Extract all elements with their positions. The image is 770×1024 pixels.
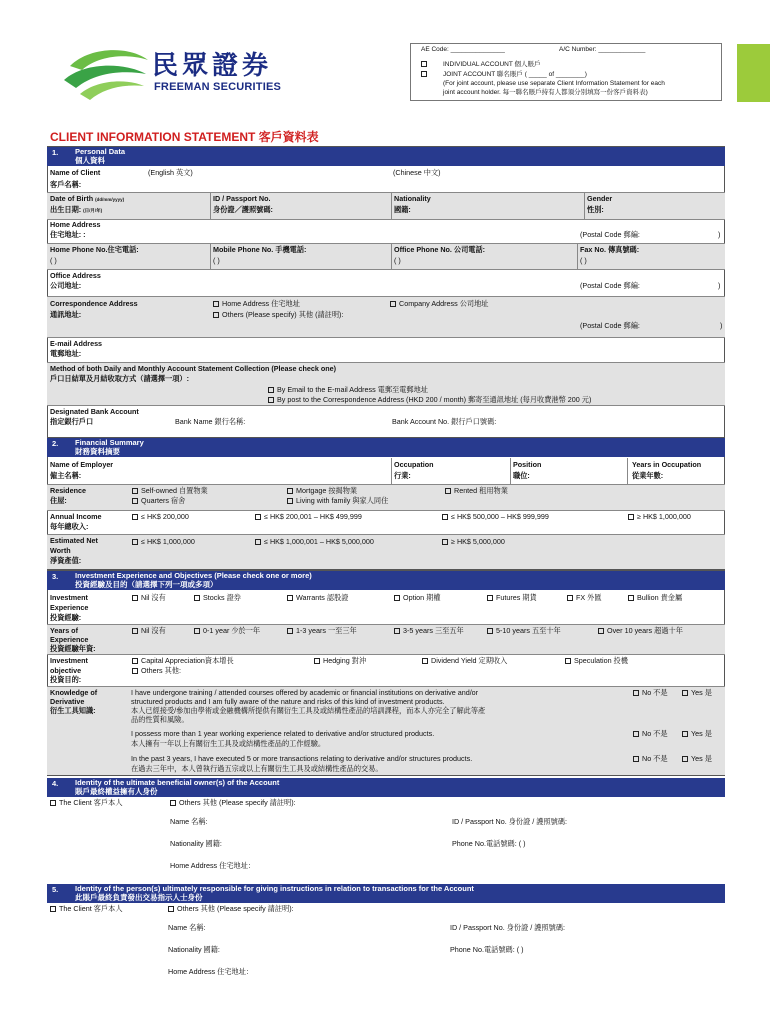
derivative-label-en-2: Derivative — [50, 697, 85, 706]
derivative-q3-cn: 在過去三年中，本人曾執行過五宗或以上有關衍生工具及或結構性產品的交易。 — [131, 764, 383, 773]
divider — [510, 458, 511, 484]
checkbox[interactable] — [442, 514, 448, 520]
checkbox[interactable] — [255, 539, 261, 545]
bank-label-cn: 指定銀行戶口 — [50, 417, 94, 426]
option-label: 3-5 years 三至五年 — [403, 626, 464, 635]
option-label: No 不是 — [642, 688, 668, 697]
correspondence-label-cn: 通訊地址: — [50, 310, 82, 319]
derivative-q1-en-1: I have undergone training / attended courses offered by academic or financial institutions on derivative and/or — [131, 688, 479, 697]
checkbox[interactable] — [287, 498, 293, 504]
years-3-5[interactable] — [394, 627, 464, 635]
net-worth-label-en-2: Worth — [50, 546, 71, 555]
exp-stocks[interactable] — [194, 594, 241, 602]
fax-label: Fax No. 傳真號碼: — [580, 245, 640, 254]
residence-self-owned[interactable] — [132, 487, 208, 495]
q1-yes-option[interactable] — [682, 689, 712, 697]
corr-home-option[interactable] — [213, 300, 300, 308]
derivative-q1-cn-1: 本人已經接受/參加由學術或金融機構所提供有關衍生工具及或結構性產品的培訓課程，而本人亦完全了解此等產 — [131, 706, 486, 715]
section-number: 5. — [52, 885, 59, 894]
section-1-header — [47, 147, 725, 166]
checkbox[interactable] — [213, 301, 219, 307]
q1-no-option[interactable] — [633, 689, 668, 697]
mobile-phone-label: Mobile Phone No. 手機電話: — [213, 245, 307, 254]
paren: ) — [718, 230, 721, 239]
checkbox[interactable] — [50, 800, 56, 806]
divider — [47, 510, 725, 511]
section-title-en: Personal Data — [75, 147, 126, 156]
derivative-q1-cn-2: 品的性質和風險。 — [131, 715, 189, 724]
name-label-cn: 客戶名稱: — [50, 180, 82, 189]
checkbox[interactable] — [633, 731, 639, 737]
option-label: Capital Appreciation資本增長 — [141, 656, 234, 665]
income-label-en: Annual Income — [50, 512, 102, 521]
side-tab — [737, 44, 770, 102]
option-label: ≤ HK$ 200,001 – HK$ 499,999 — [264, 512, 362, 521]
section-title-cn: 賬戶最終權益擁有人身份 — [75, 786, 158, 796]
q2-yes-option[interactable] — [682, 730, 712, 738]
section-title — [75, 148, 125, 165]
option-label: By Email to the E-mail Address 電郵至電郵地址 — [277, 385, 428, 394]
joint-note-line1: (For joint account, please use separate Client Information Statement for each — [443, 80, 665, 87]
dob-label-en: Date of Birth (dd/mm/yyyy) — [50, 194, 125, 203]
checkbox[interactable] — [487, 628, 493, 634]
exp-option[interactable] — [394, 594, 441, 602]
s4-name-field[interactable]: Name 名稱: — [170, 817, 208, 826]
option-label: Dividend Yield 定期收入 — [431, 656, 508, 665]
divider — [577, 244, 578, 269]
option-label: ≤ HK$ 1,000,001 – HK$ 5,000,000 — [264, 537, 374, 546]
section-number: 2. — [52, 439, 59, 448]
s4-others-option[interactable] — [170, 799, 296, 807]
checkbox[interactable] — [633, 690, 639, 696]
checkbox[interactable] — [628, 514, 634, 520]
checkbox[interactable] — [132, 488, 138, 494]
income-option-2[interactable] — [255, 513, 362, 521]
checkbox[interactable] — [255, 514, 261, 520]
by-email-option[interactable] — [268, 386, 428, 394]
option-label: Home Address 住宅地址 — [222, 299, 300, 308]
objective-capital[interactable] — [132, 657, 234, 665]
office-phone-label: Office Phone No. 公司電話: — [394, 245, 486, 254]
divider — [210, 244, 211, 269]
checkbox[interactable] — [170, 800, 176, 806]
mobile-phone-field[interactable]: ( ) — [213, 256, 220, 265]
checkbox[interactable] — [598, 628, 604, 634]
objective-label-en-2: objective — [50, 666, 82, 675]
option-label: 0-1 year 少於一年 — [203, 626, 261, 635]
paren: ) — [718, 281, 721, 290]
divider — [47, 269, 725, 270]
email-label-cn: 電郵地址: — [50, 349, 82, 358]
statement-method-label-en: Method of both Daily and Monthly Account Statement Collection (Please check one) — [50, 364, 337, 373]
option-label: Self-owned 自置物業 — [141, 486, 208, 495]
exp-warrants[interactable] — [287, 594, 348, 602]
s4-nationality-field[interactable]: Nationality 國籍: — [170, 839, 222, 848]
derivative-q2-en: I possess more than 1 year working experience related to derivative and/or structured products. — [131, 729, 435, 738]
occupation-label-cn: 行業: — [394, 471, 411, 480]
option-label: FX 外匯 — [576, 593, 602, 602]
years-occupation-label-cn: 從業年數: — [632, 471, 664, 480]
exp-futures[interactable] — [487, 594, 537, 602]
correspondence-label-en: Correspondence Address — [50, 299, 138, 308]
home-phone-field[interactable]: ( ) — [50, 256, 57, 265]
option-label: The Client 客戶本人 — [59, 904, 123, 913]
s4-address-field[interactable]: Home Address 住宅地址： — [170, 861, 256, 870]
office-address-label-en: Office Address — [50, 271, 101, 280]
bank-label-en: Designated Bank Account — [50, 407, 139, 416]
option-label: Hedging 對沖 — [323, 656, 367, 665]
derivative-label-cn: 衍生工具知識: — [50, 706, 96, 715]
divider — [47, 405, 725, 406]
income-option-1[interactable] — [132, 513, 189, 521]
years-1-3[interactable] — [287, 627, 357, 635]
net-worth-option-3[interactable] — [442, 538, 505, 546]
residence-label-en: Residence — [50, 486, 86, 495]
option-label: Yes 是 — [691, 754, 712, 763]
divider — [210, 193, 211, 219]
office-postal-code[interactable]: (Postal Code 郵編: — [580, 281, 640, 290]
divider — [47, 337, 725, 338]
section-title — [75, 885, 474, 902]
joint-account-label: JOINT ACCOUNT 聯名賬戶 ( _____ of ________) — [443, 71, 587, 78]
s5-nationality-field[interactable]: Nationality 國籍: — [168, 945, 220, 954]
joint-account-option[interactable] — [421, 71, 430, 78]
section-2-header — [47, 438, 725, 457]
residence-family[interactable] — [287, 497, 388, 505]
checkbox[interactable] — [132, 658, 138, 664]
exp-fx[interactable] — [567, 594, 602, 602]
checkbox[interactable] — [390, 301, 396, 307]
checkbox[interactable] — [268, 397, 274, 403]
checkbox[interactable] — [132, 595, 138, 601]
net-worth-label-en-1: Estimated Net — [50, 536, 98, 545]
net-worth-option-2[interactable] — [255, 538, 374, 546]
individual-account-label: INDIVIDUAL ACCOUNT 個人賬戶 — [443, 61, 541, 68]
section-title — [75, 572, 312, 589]
checkbox[interactable] — [442, 539, 448, 545]
section-title-cn: 財務資料摘要 — [75, 446, 120, 456]
years-over-10[interactable] — [598, 627, 683, 635]
section-title-en: Investment Experience and Objectives (Please check one or more) — [75, 571, 312, 580]
office-phone-field[interactable]: ( ) — [394, 256, 401, 265]
section-title-en: Identity of the person(s) ultimately responsible for giving instructions in relation to transactions for the Account — [75, 884, 474, 893]
option-label: Quarters 宿舍 — [141, 496, 186, 505]
checkbox[interactable] — [567, 595, 573, 601]
checkbox[interactable] — [132, 668, 138, 674]
s5-name-field[interactable]: Name 名稱: — [168, 923, 206, 932]
checkbox[interactable] — [422, 658, 428, 664]
checkbox[interactable] — [682, 690, 688, 696]
option-label: No 不是 — [642, 729, 668, 738]
years-exp-label-cn: 投資經驗年資: — [50, 644, 96, 653]
objective-label-cn: 投資目的: — [50, 675, 82, 684]
option-label: 5-10 years 五至十年 — [496, 626, 561, 635]
exp-bullion[interactable] — [628, 594, 682, 602]
divider — [391, 458, 392, 484]
years-occupation-label-en: Years in Occupation — [632, 460, 702, 469]
individual-account-option[interactable] — [421, 61, 430, 68]
option-label: The Client 客戶本人 — [59, 798, 123, 807]
option-label: ≤ HK$ 1,000,000 — [141, 537, 195, 546]
s4-client-option[interactable] — [50, 799, 123, 807]
paren: ) — [720, 321, 723, 330]
objective-hedging[interactable] — [314, 657, 366, 665]
section-title-cn: 個人資料 — [75, 155, 105, 165]
divider — [391, 193, 392, 219]
objective-label-en-1: Investment — [50, 656, 88, 665]
exp-nil[interactable] — [132, 594, 166, 602]
option-label: Stocks 證券 — [203, 593, 241, 602]
id-label-cn: 身份證／護照號碼: — [213, 205, 273, 214]
option-label: Warrants 認股證 — [296, 593, 349, 602]
row-shade — [47, 193, 725, 219]
checkbox[interactable] — [287, 628, 293, 634]
s5-client-option[interactable] — [50, 905, 123, 913]
checkbox[interactable] — [132, 514, 138, 520]
chinese-name-field[interactable]: (Chinese 中文) — [393, 168, 441, 177]
joint-note-line2: joint account holder. 每一聯名賬戶持有人都須分別填寫一份客戶資料表) — [443, 89, 648, 96]
logo-english-name: FREEMAN SECURITIES — [154, 81, 282, 93]
option-label: Living with family 與家人同住 — [296, 496, 389, 505]
option-label: Bullion 貴金屬 — [637, 593, 683, 602]
residence-rented[interactable] — [445, 487, 508, 495]
residence-label-cn: 住屋: — [50, 496, 67, 505]
q3-no-option[interactable] — [633, 755, 668, 763]
dob-label-cn: 出生日期: (日/月/年) — [50, 205, 103, 214]
residence-quarters[interactable] — [132, 497, 185, 505]
home-postal-code[interactable]: (Postal Code 郵編: — [580, 230, 640, 239]
checkbox[interactable] — [565, 658, 571, 664]
checkbox[interactable] — [132, 628, 138, 634]
s4-id-field[interactable]: ID / Passport No. 身份證 / 護照號碼: — [452, 817, 568, 826]
nationality-label-cn: 國籍: — [394, 205, 411, 214]
derivative-q2-cn: 本人擁有一年以上有關衍生工具及或結構性產品的工作經驗。 — [131, 739, 326, 748]
email-label-en: E-mail Address — [50, 339, 103, 348]
corr-postal-code[interactable]: (Postal Code 郵編: — [580, 321, 640, 330]
income-option-3[interactable] — [442, 513, 549, 521]
section-title-cn: 此賬戶最終負責發出交易指示人士身份 — [75, 892, 203, 902]
section-title — [75, 779, 279, 796]
section-number: 3. — [52, 572, 59, 581]
years-5-10[interactable] — [487, 627, 561, 635]
derivative-label-en-1: Knowledge of — [50, 688, 98, 697]
option-label: Others 其他: — [141, 666, 181, 675]
checkbox[interactable] — [213, 312, 219, 318]
logo-chinese-name: 民眾證券 — [152, 51, 273, 81]
objective-dividend[interactable] — [422, 657, 507, 665]
checkbox[interactable] — [628, 595, 634, 601]
q3-yes-option[interactable] — [682, 755, 712, 763]
checkbox[interactable] — [132, 539, 138, 545]
checkbox[interactable] — [194, 628, 200, 634]
option-label: Speculation 投機 — [574, 656, 628, 665]
checkbox[interactable] — [287, 488, 293, 494]
option-label: Option 期權 — [403, 593, 441, 602]
option-label: By post to the Correspondence Address (HKD 200 / month) 郵寄至通訊地址 (每月收費港幣 200 元) — [277, 395, 592, 404]
occupation-label-en: Occupation — [394, 460, 434, 469]
name-label-en: Name of Client — [50, 168, 101, 177]
checkbox[interactable] — [682, 731, 688, 737]
section-title-en: Identity of the ultimate beneficial owner(s) of the Account — [75, 778, 280, 787]
home-address-label-cn: 住宅地址: : — [50, 230, 86, 239]
option-label: 1-3 years 一至三年 — [296, 626, 357, 635]
option-label: Mortgage 按揭物業 — [296, 486, 358, 495]
section-5-header — [47, 884, 725, 903]
net-worth-label-cn: 淨資產值: — [50, 556, 82, 565]
gender-label-en: Gender — [587, 194, 613, 203]
row-shade — [47, 297, 725, 337]
option-label: ≥ HK$ 1,000,000 — [637, 512, 691, 521]
income-option-4[interactable] — [628, 513, 691, 521]
id-label-en: ID / Passport No. — [213, 194, 271, 203]
position-label-cn: 職位: — [513, 471, 530, 480]
home-phone-label: Home Phone No.住宅電話: — [50, 245, 139, 254]
corr-company-option[interactable] — [390, 300, 488, 308]
net-worth-option-1[interactable] — [132, 538, 195, 546]
option-label: Over 10 years 超過十年 — [607, 626, 683, 635]
checkbox[interactable] — [445, 488, 451, 494]
objective-others[interactable] — [132, 667, 181, 675]
section-title — [75, 439, 144, 456]
option-label: Rented 租用物業 — [454, 486, 508, 495]
office-address-label-cn: 公司地址: — [50, 281, 82, 290]
income-label-cn: 每年總收入: — [50, 522, 89, 531]
q2-no-option[interactable] — [633, 730, 668, 738]
checkbox[interactable] — [682, 756, 688, 762]
divider — [584, 193, 585, 219]
option-label: Company Address 公司地址 — [399, 299, 489, 308]
checkbox[interactable] — [268, 387, 274, 393]
divider — [47, 654, 725, 655]
nationality-label-en: Nationality — [394, 194, 431, 203]
account-type-box — [410, 43, 722, 101]
bank-name-field[interactable]: Bank Name 銀行名稱: — [175, 417, 246, 426]
by-post-option[interactable] — [268, 396, 591, 404]
position-label-en: Position — [513, 460, 542, 469]
corr-other-option[interactable] — [213, 311, 343, 319]
section-title-cn: 投資經驗及目的（請選擇下列一項或多項） — [75, 579, 218, 589]
section-number: 1. — [52, 148, 59, 157]
divider — [627, 458, 628, 484]
section-title-en: Financial Summary — [75, 438, 144, 447]
option-label: Yes 是 — [691, 688, 712, 697]
ae-code-field[interactable]: AE Code: _______________ — [421, 46, 505, 53]
objective-speculation[interactable] — [565, 657, 628, 665]
checkbox[interactable] — [168, 906, 174, 912]
option-label: Others 其他 (Please specify 請註明): — [179, 798, 296, 807]
checkbox[interactable] — [132, 498, 138, 504]
checkbox[interactable] — [194, 595, 200, 601]
section-4-header — [47, 778, 725, 797]
checkbox[interactable] — [421, 71, 427, 77]
divider — [391, 244, 392, 269]
option-label: Yes 是 — [691, 729, 712, 738]
option-label: ≤ HK$ 500,000 – HK$ 999,999 — [451, 512, 549, 521]
bank-account-field[interactable]: Bank Account No. 銀行戶口號碼: — [392, 417, 497, 426]
option-label: Nil 沒有 — [141, 626, 166, 635]
checkbox[interactable] — [394, 628, 400, 634]
option-label: Nil 沒有 — [141, 593, 166, 602]
checkbox[interactable] — [50, 906, 56, 912]
years-0-1[interactable] — [194, 627, 260, 635]
option-label: ≤ HK$ 200,000 — [141, 512, 189, 521]
checkbox[interactable] — [287, 595, 293, 601]
s5-phone-field[interactable]: Phone No.電話號碼: ( ) — [450, 945, 524, 954]
years-nil[interactable] — [132, 627, 166, 635]
option-label: Others 其他 (Please specify 請註明): — [177, 904, 294, 913]
option-label: ≥ HK$ 5,000,000 — [451, 537, 505, 546]
checkbox[interactable] — [421, 61, 427, 67]
residence-mortgage[interactable] — [287, 487, 357, 495]
s4-phone-field[interactable]: Phone No.電話號碼: ( ) — [452, 839, 526, 848]
s5-address-field[interactable]: Home Address 住宅地址： — [168, 967, 254, 976]
checkbox[interactable] — [394, 595, 400, 601]
option-label: No 不是 — [642, 754, 668, 763]
years-exp-label-en-1: Years of — [50, 626, 78, 635]
ac-number-field[interactable]: A/C Number: _____________ — [559, 46, 646, 53]
checkbox[interactable] — [487, 595, 493, 601]
option-label: Futures 期貨 — [496, 593, 537, 602]
derivative-q3-en: In the past 3 years, I have executed 5 or more transactions relating to derivative and/or structures products. — [131, 754, 473, 763]
home-address-label-en: Home Address — [50, 220, 101, 229]
english-name-field[interactable]: (English 英文) — [148, 168, 193, 177]
derivative-q1-en-2: structured products and I am fully aware of the nature and risks of this kind of investment products. — [131, 697, 445, 706]
exp-label-en-1: Investment — [50, 593, 88, 602]
exp-label-en-2: Experience — [50, 603, 89, 612]
gender-label-cn: 性別: — [587, 205, 604, 214]
checkbox[interactable] — [633, 756, 639, 762]
section-3-header — [47, 571, 725, 590]
fax-field[interactable]: ( ) — [580, 256, 587, 265]
option-label: Others (Please specify) 其他 (請註明): — [222, 310, 344, 319]
divider — [47, 219, 725, 220]
employer-label-en: Name of Employer — [50, 460, 114, 469]
section-number: 4. — [52, 779, 59, 788]
s5-others-option[interactable] — [168, 905, 294, 913]
checkbox[interactable] — [314, 658, 320, 664]
s5-id-field[interactable]: ID / Passport No. 身份證 / 護照號碼: — [450, 923, 566, 932]
page-title: CLIENT INFORMATION STATEMENT 客戶資料表 — [50, 130, 319, 144]
statement-method-label-cn: 戶口日結單及月結收取方式（請選擇一項）: — [50, 374, 189, 383]
employer-label-cn: 僱主名稱: — [50, 471, 82, 480]
exp-label-cn: 投資經驗: — [50, 613, 82, 622]
years-exp-label-en-2: Experience — [50, 635, 89, 644]
